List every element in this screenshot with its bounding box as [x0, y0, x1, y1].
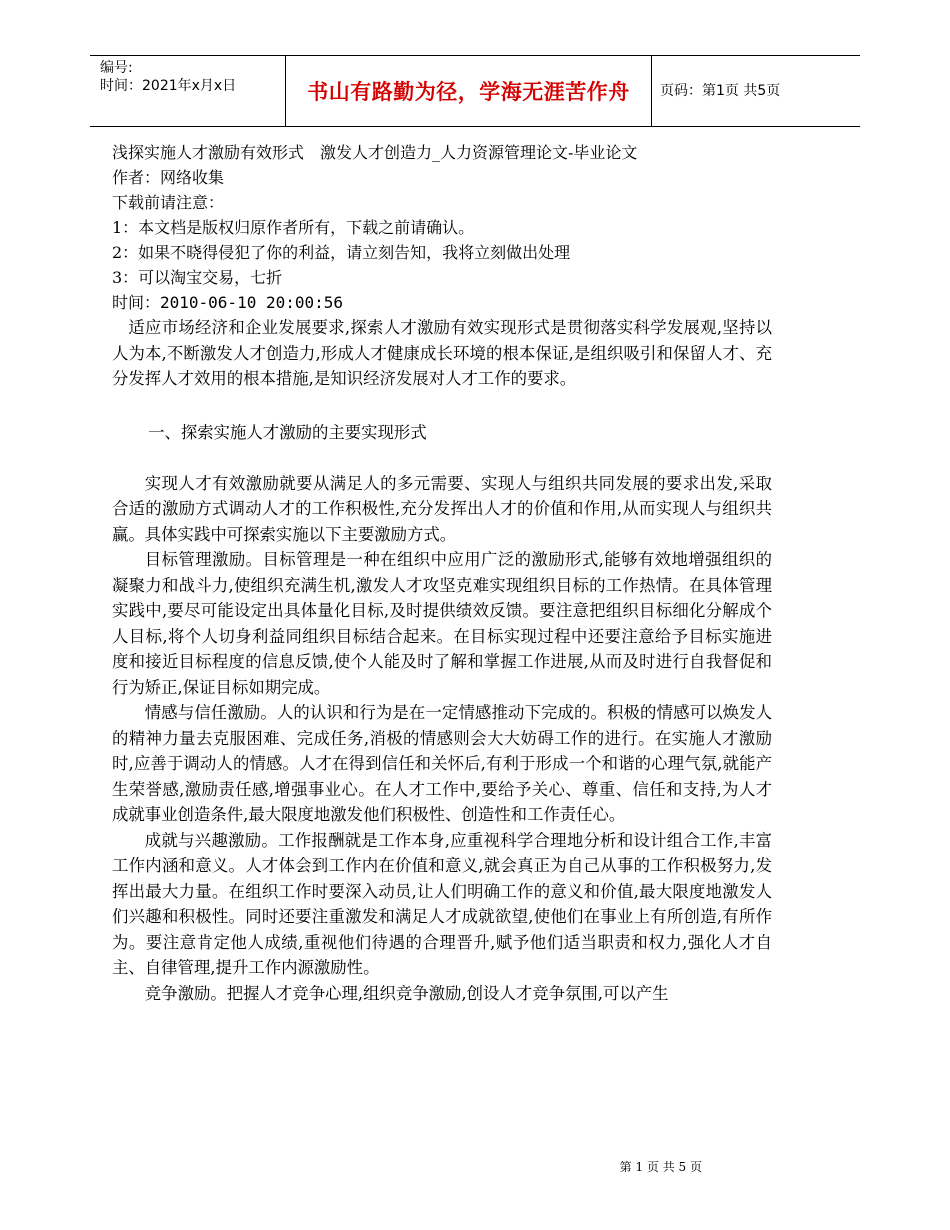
- document-body: [112, 140, 772, 1006]
- article-meta: [112, 140, 772, 315]
- header-page-info: 页码：第1页 共5页: [660, 83, 781, 99]
- header-motto: 书山有路勤为径，学海无涯苦作舟: [307, 80, 630, 104]
- section-heading-1: 一、探索实施人才激励的主要实现形式: [148, 422, 427, 442]
- notice-item-2: 2：如果不晓得侵犯了你的利益，请立刻告知，我将立刻做出处理: [112, 243, 571, 262]
- body-paragraph-5: 竞争激励。把握人才竞争心理,组织竞争激励,创设人才竞争氛围,可以产生: [144, 983, 669, 1003]
- header-motto-cell: [285, 56, 652, 126]
- notice-heading: 下载前请注意：: [112, 193, 225, 212]
- body-paragraph-3: 情感与信任激励。人的认识和行为是在一定情感推动下完成的。积极的情感可以焕发人的精神力量去克服困难、完成任务,消极的情感则会大大妨碍工作的进行。在实施人才激励时,应善于调动人的情感。人才在得到信任和关怀后,有利于形成一个和谐的心理气氛,就能产生荣誉感,激励责任感,增强事业心。在人才工作中,要给予关心、尊重、信任和支持,为人才成就事业创造条件,最大限度地激发他们积极性、创造性和工作责任心。: [112, 703, 772, 824]
- page-footer: 第 1 页 共 5 页: [619, 1160, 702, 1174]
- body-paragraph-4: 成就与兴趣激励。工作报酬就是工作本身,应重视科学合理地分析和设计组合工作,丰富工作内涵和意义。人才体会到工作内在价值和意义,就会真正为自己从事的工作积极努力,发挥出最大力量。在组织工作时要深入动员,让人们明确工作的意义和价值,最大限度地激发人们兴趣和积极性。同时还要注重激发和满足人才成就欲望,使他们在事业上有所创造,有所作为。要注意肯定他人成绩,重视他们待遇的合理晋升,赋予他们适当职责和权力,强化人才自主、自律管理,提升工作内源激励性。: [112, 830, 772, 977]
- intro-paragraph: 适应市场经济和企业发展要求,探索人才激励有效实现形式是贯彻落实科学发展观,坚持以人为本,不断激发人才创造力,形成人才健康成长环境的根本保证,是组织吸引和保留人才、充分发挥人才效用的根本措施,是知识经济发展对人才工作的要求。: [112, 318, 772, 388]
- article-author: 作者：网络收集: [112, 168, 225, 187]
- body-paragraph-1: 实现人才有效激励就要从满足人的多元需要、实现人与组织共同发展的要求出发,采取合适的激励方式调动人才的工作积极性,充分发挥出人才的价值和作用,从而实现人与组织共赢。具体实践中可探索实施以下主要激励方式。: [112, 473, 772, 544]
- body-paragraph-2: 目标管理激励。目标管理是一种在组织中应用广泛的激励形式,能够有效地增强组织的凝聚力和战斗力,使组织充满生机,激发人才攻坚克难实现组织目标的工作热情。在具体管理实践中,要尽可能设定出具体量化目标,及时提供绩效反馈。要注意把组织目标细化分解成个人目标,将个人切身利益同组织目标结合起来。在目标实现过程中还要注意给予目标实施进度和接近目标程度的信息反馈,使个人能及时了解和掌握工作进展,从而及时进行自我督促和行为矫正,保证目标如期完成。: [112, 550, 772, 697]
- document-header: [90, 55, 860, 127]
- notice-item-3: 3：可以淘宝交易，七折: [112, 268, 283, 287]
- header-left-cell: [100, 59, 285, 95]
- notice-item-1: 1：本文档是版权归原作者所有，下载之前请确认。: [112, 218, 475, 237]
- article-title: 浅探实施人才激励有效形式 激发人才创造力_人力资源管理论文-毕业论文: [112, 143, 638, 162]
- document-number-label: 编号:: [100, 60, 133, 76]
- article-time: 时间：2010-06-10 20:00:56: [112, 293, 344, 312]
- document-time-label: 时间：2021年x月x日: [100, 78, 237, 94]
